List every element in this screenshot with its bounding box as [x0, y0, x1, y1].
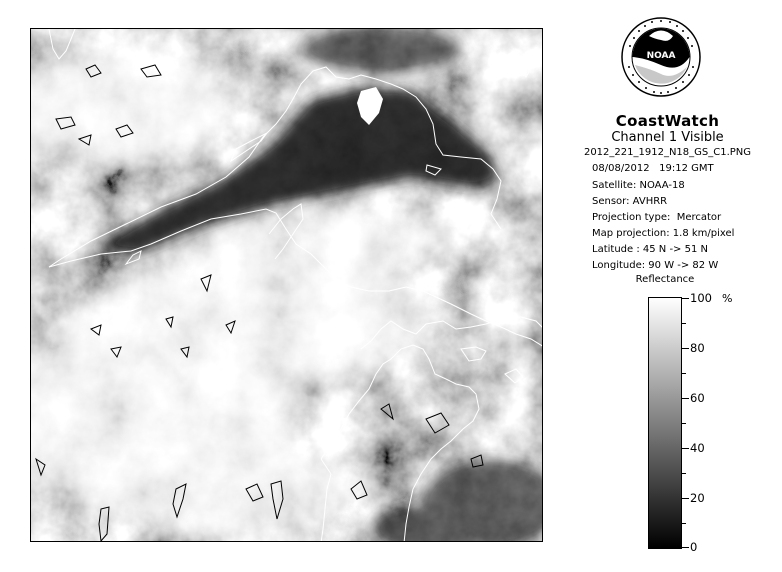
colorbar-tick	[682, 348, 689, 349]
imagery-svg	[31, 29, 543, 542]
svg-text:NOAA: NOAA	[646, 51, 676, 61]
product-title: CoastWatch	[615, 112, 720, 130]
colorbar-tick	[682, 523, 686, 524]
colorbar-tick	[682, 473, 686, 474]
legend-title: Reflectance	[635, 274, 695, 285]
longitude-range-label: Longitude: 90 W -> 82 W	[592, 260, 719, 271]
colorbar-tick	[682, 398, 689, 399]
legend-unit: %	[722, 292, 733, 305]
acquisition-datetime: 08/08/2012 19:12 GMT	[592, 163, 714, 174]
map-projection-label: Map projection: 1.8 km/pixel	[592, 228, 735, 239]
colorbar-tick	[682, 323, 686, 324]
sensor-label: Sensor: AVHRR	[592, 196, 668, 207]
reflectance-colorbar	[648, 297, 682, 549]
tick-label-100: 100	[690, 291, 712, 305]
colorbar-tick	[682, 298, 689, 299]
colorbar-tick	[682, 448, 689, 449]
colorbar-tick	[682, 373, 686, 374]
latitude-range-label: Latitude : 45 N -> 51 N	[592, 244, 708, 255]
colorbar-tick	[682, 423, 686, 424]
tick-label-0: 0	[690, 540, 698, 554]
image-filename: 2012_221_1912_N18_GS_C1.PNG	[583, 147, 752, 158]
colorbar-tick	[682, 498, 689, 499]
channel-subtitle: Channel 1 Visible	[611, 130, 724, 145]
noaa-logo	[621, 17, 701, 97]
projection-type-label: Projection type: Mercator	[592, 212, 722, 223]
tick-label-20: 20	[690, 491, 705, 505]
satellite-image	[30, 28, 543, 542]
colorbar-tick	[682, 547, 689, 548]
tick-label-60: 60	[690, 391, 705, 405]
tick-label-80: 80	[690, 341, 705, 355]
satellite-label: Satellite: NOAA-18	[592, 180, 685, 191]
tick-label-40: 40	[690, 441, 705, 455]
